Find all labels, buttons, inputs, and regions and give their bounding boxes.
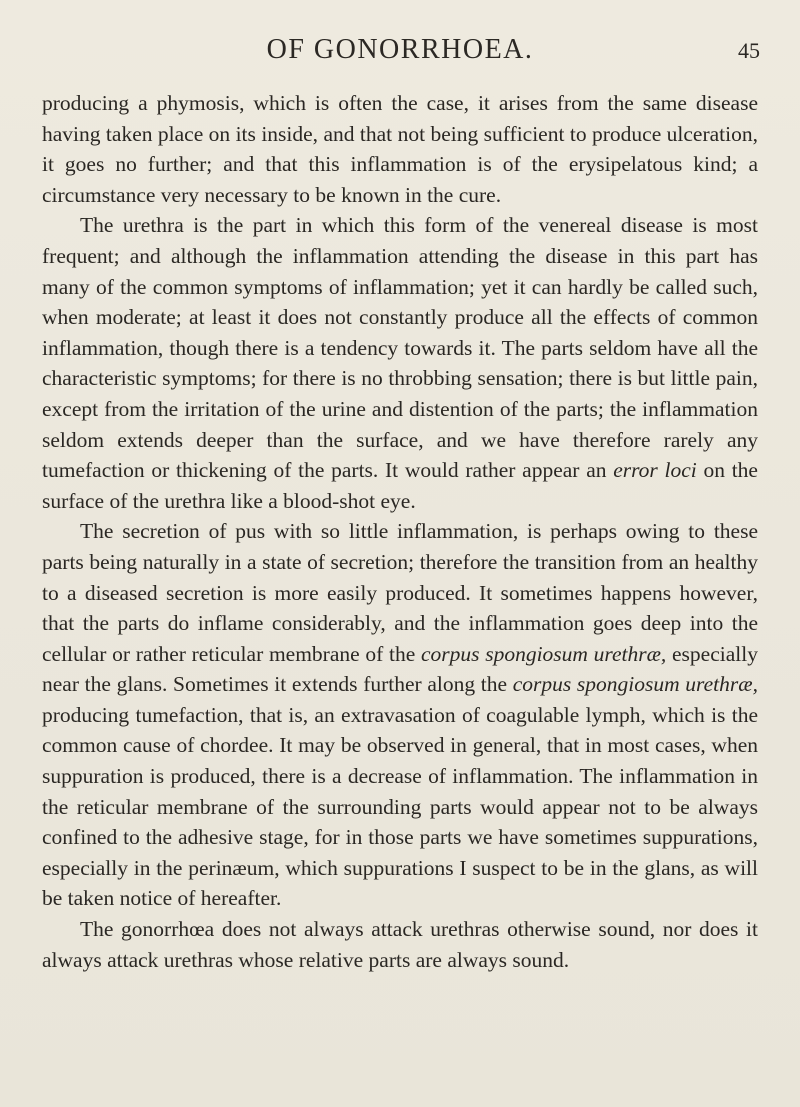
- text-run: especially near the glans. Sometimes it extends further along the: [42, 641, 758, 697]
- paragraph: [42, 88, 758, 210]
- paragraph: [42, 516, 758, 914]
- paragraph: [42, 914, 758, 975]
- text-run: on the surface of the urethra like a blood-shot eye.: [42, 458, 758, 513]
- italic-phrase: corpus spongiosum urethræ,: [512, 672, 758, 697]
- text-run: The secretion of pus with so little inflammation, is perhaps owing to these parts being naturally in a state of secretion; therefore the transition from an healthy to a diseased secretion is more easily produced. It sometimes happens however, that the parts do inflame considerably, and the inflammation goes deep into the cellular or rather reticular membrane of the: [42, 519, 758, 666]
- page-number: 45: [738, 38, 760, 63]
- text-run: producing a phymosis, which is often the case, it arises from the same disease having taken place on its inside, and that not being sufficient to produce ulceration, it goes no further; and that this inflammation is of the erysipelatous kind; a circumstance very necessary to be known in the cure.: [42, 91, 758, 207]
- running-title: OF GONORRHOEA.: [266, 34, 534, 65]
- text-run: The gonorrhœa does not always attack urethras otherwise sound, nor does it always attack urethras whose relative parts are always sound.: [42, 917, 758, 972]
- text-run: producing tumefaction, that is, an extravasation of coagulable lymph, which is the common cause of chordee. It may be observed in general, that in most cases, when suppuration is produced, there is a decrease of inflammation. The inflammation in the reticular membrane of the surrounding parts would appear not to be always confined to the adhesive stage, for in those parts we have sometimes suppurations, especially in the perinæum, which suppurations I suspect to be in the glans, as will be taken notice of hereafter.: [42, 702, 758, 911]
- italic-phrase: error loci: [613, 458, 697, 483]
- text-run: The urethra is the part in which this form of the venereal disease is most frequent; and although the inflammation attending the disease in this part has many of the common symptoms of inflammation; yet it can hardly be called such, when moderate; at least it does not constantly produce all the effects of common inflammation, though there is a tendency towards it. The parts seldom have all the characteristic symptoms; for there is no throbbing sensation; there is but little pain, except from the irritation of the urine and distention of the parts; the inflammation seldom extends deeper than the surface, and we have therefore rarely any tumefaction or thickening of the parts. It would rather appear an: [42, 213, 758, 483]
- paragraph: [42, 210, 758, 516]
- running-head: [0, 26, 800, 66]
- body-text: [42, 88, 758, 975]
- italic-phrase: corpus spongiosum urethræ,: [420, 641, 667, 666]
